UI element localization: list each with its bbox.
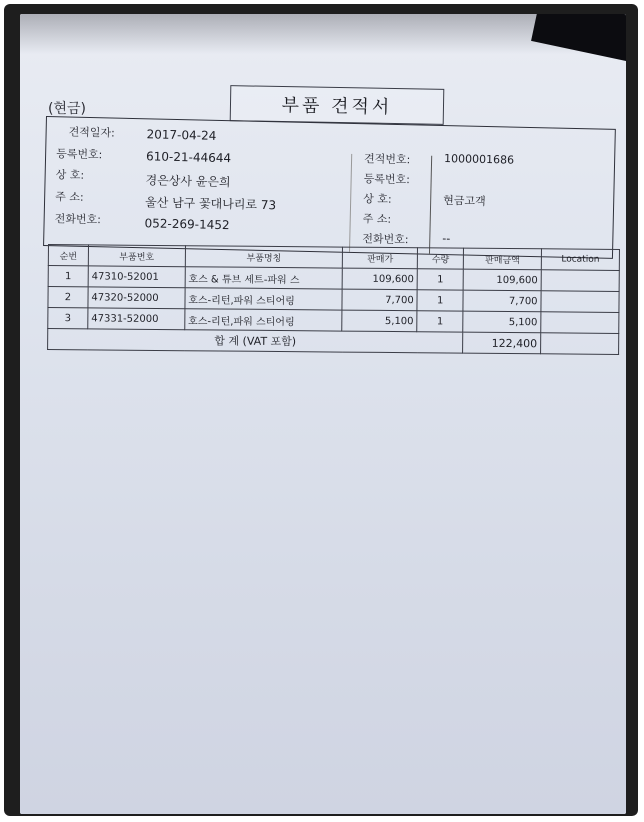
location — [541, 312, 619, 334]
company-label: 상 호: — [55, 168, 85, 182]
part-name: 호스 & 튜브 세트-파워 스 — [185, 267, 343, 289]
total-location — [541, 333, 619, 355]
total-row — [48, 329, 619, 355]
amount: 7,700 — [463, 290, 541, 312]
divider — [349, 154, 352, 252]
quantity: 1 — [417, 311, 463, 332]
customer-phone-value: -- — [442, 232, 451, 246]
column-header: Location — [541, 249, 619, 271]
location — [541, 291, 619, 313]
customer-address-label: 주 소: — [362, 212, 392, 226]
customer-reg-label: 등록번호: — [363, 172, 411, 187]
amount: 109,600 — [463, 269, 541, 291]
part-number: 47331-52000 — [88, 308, 185, 330]
unit-price: 7,700 — [342, 289, 417, 311]
document-title: 부품 견적서 — [230, 85, 445, 125]
quantity: 1 — [417, 269, 463, 290]
phone-value: 052-269-1452 — [144, 216, 230, 233]
row-number: 2 — [48, 287, 88, 308]
parts-table — [47, 244, 620, 355]
column-header: 판매금액 — [463, 248, 541, 270]
phone-label: 전화번호: — [54, 212, 102, 227]
date-value: 2017-04-24 — [146, 127, 217, 143]
column-header: 판매가 — [343, 247, 418, 269]
customer-company-label: 상 호: — [363, 192, 392, 206]
quote-label: 견적번호: — [363, 152, 411, 167]
customer-phone-label: 전화번호: — [362, 232, 409, 247]
row-number: 3 — [48, 308, 88, 329]
payment-type: (현금) — [48, 101, 86, 117]
quote-value: 1000001686 — [443, 152, 515, 167]
part-name: 호스-리턴,파워 스티어링 — [185, 288, 343, 310]
total-amount: 122,400 — [463, 332, 541, 354]
address-value: 울산 남구 꽃대나리로 73 — [144, 195, 277, 213]
info-box — [43, 116, 616, 259]
column-header: 부품번호 — [88, 245, 185, 267]
location — [541, 270, 619, 292]
part-number: 47320-52000 — [88, 287, 185, 309]
address-label: 주 소: — [55, 190, 84, 204]
total-label: 합 계 (VAT 포함) — [48, 329, 463, 354]
customer-company-value: 현금고객 — [443, 194, 486, 208]
company-value: 경은상사 윤은희 — [145, 173, 231, 190]
row-number: 1 — [48, 266, 88, 287]
reg-label: 등록번호: — [55, 147, 103, 162]
column-header: 수량 — [418, 248, 464, 269]
part-name: 호스-리턴,파워 스티어링 — [185, 309, 343, 331]
unit-price: 109,600 — [342, 268, 417, 290]
photo-area — [20, 14, 626, 814]
part-number: 47310-52001 — [88, 266, 185, 288]
photo-frame — [4, 4, 638, 816]
reg-value: 610-21-44644 — [145, 149, 232, 166]
amount: 5,100 — [463, 311, 541, 333]
column-header: 부품명칭 — [185, 246, 343, 268]
column-header: 순번 — [48, 245, 88, 266]
divider — [429, 156, 432, 254]
quantity: 1 — [417, 290, 463, 311]
date-label: 견적일자: — [68, 125, 115, 140]
unit-price: 5,100 — [342, 310, 417, 332]
